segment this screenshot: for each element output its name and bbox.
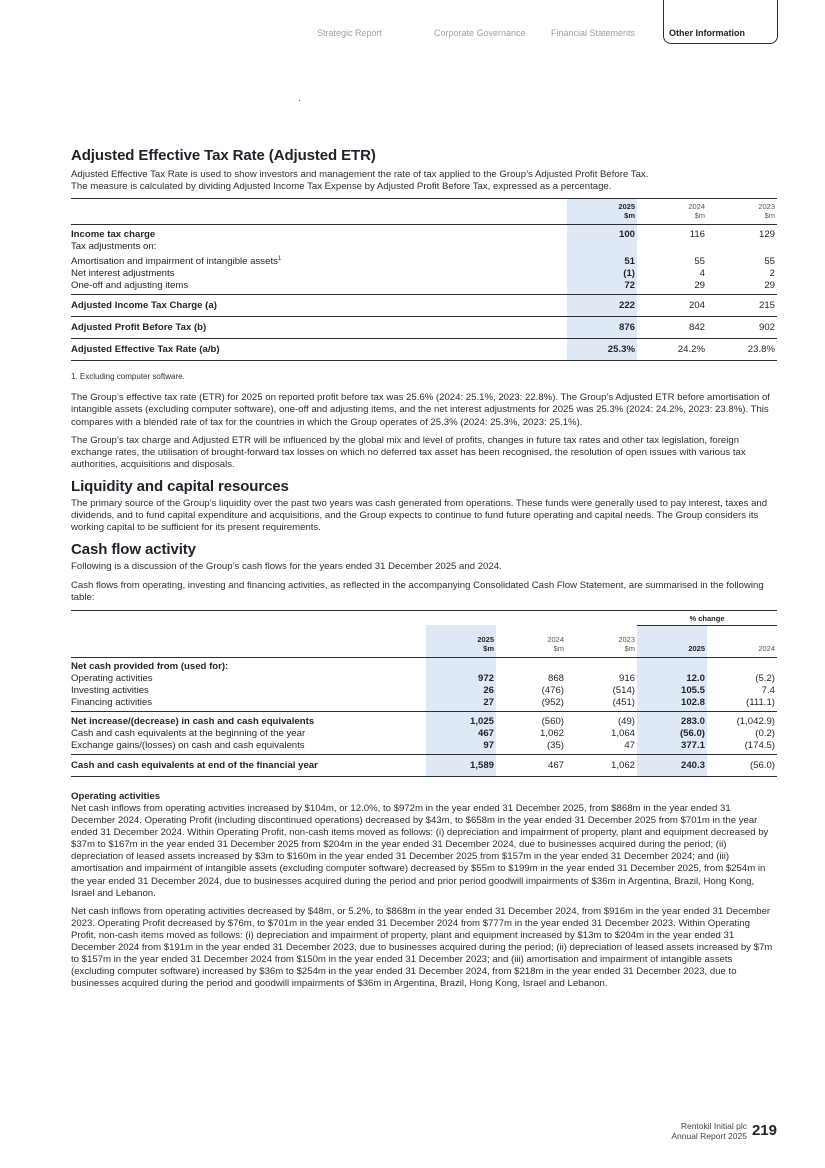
pct-change-label: % change: [637, 610, 777, 625]
section-nav: [0, 0, 825, 46]
table-row: Financing activities 27 (952) (451) 102.8 (111.1): [71, 697, 777, 712]
etr-table: [71, 198, 777, 361]
operating-paragraph-1: Net cash inflows from operating activities increased by $104m, or 12.0%, to $972m in the year ended 31 December 2025, from $868m in the year ended 31 December 2024. Operating Profit (including discontinued operations) decreased by $43m, to $658m in the year ended 31 December 2025 from $701m in the year ended 31 December 2024. Within Operating Profit, non-cash items moved as follows: (i) depreciation and impairment of property, plant and equipment decreased by $37m to $167m in the year ended 31 December 2025 from $204m in the year ended 31 December 2024, due to businesses acquired during the period; (ii) depreciation of leased assets increased by $3m to $160m in the year ended 31 December 2025 from $157m in the year ended 31 December 2024; and (iii) amortisation and impairment of intangible assets (excluding computer software) decreased by $55m to $199m in the year ended 31 December 2025, from $254m in the year ended 31 December 2024, due to businesses acquired during the period and prior period goodwill impairments of $36m in Argentina, Brazil, Hong Kong, Israel and Lebanon.: [71, 803, 769, 899]
operating-paragraph-2: Net cash inflows from operating activities decreased by $48m, or 5.2%, to $868m in the year ended 31 December 2024, from $916m in the year ended 31 December 2023. Operating Profit decreased by $76m, to $701m in the year ended 31 December 2024 from $777m in the year ended 31 December 2023. Within Operating Profit, non-cash items moved as follows: (i) depreciation and impairment of property, plant and equipment increased by $13m to $204m in the year ended 31 December 2024 from $191m in the year ended 31 December 2023, due to businesses acquired during the period; (ii) depreciation of leased assets increased by $7m to $157m in the year ended 31 December 2024 from $150m in the year ended 31 December 2023; and (iii) amortisation and impairment of intangible assets (excluding computer software) increased by $36m to $254m in the year ended 31 December 2024, from $218m in the year ended 31 December 2023, due to businesses acquired during the period and goodwill impairments of $36m in Argentina, Brazil, Hong Kong, Israel and Lebanon.: [71, 905, 773, 990]
etr-heading: Adjusted Effective Tax Rate (Adjusted ETR): [71, 147, 376, 164]
etr-footnote: 1. Excluding computer software.: [71, 372, 185, 382]
cashflow-table: [71, 610, 777, 778]
etr-intro-2: The measure is calculated by dividing Adjusted Income Tax Expense by Adjusted Profit Before Tax, expressed as a percentage.: [71, 181, 612, 193]
table-row: Investing activities 26 (476) (514) 105.5 7.4: [71, 685, 775, 696]
etr-col-2024: 2024 $m: [637, 199, 707, 225]
liquidity-heading: Liquidity and capital resources: [71, 477, 289, 495]
table-row: Cash and cash equivalents at the beginning of the year 467 1,062 1,064 (56.0) (0.2): [71, 728, 775, 739]
footer-report: Annual Report 2025: [671, 1131, 747, 1141]
etr-table-header: [71, 199, 777, 225]
etr-paragraph-2: The Group’s tax charge and Adjusted ETR will be influenced by the global mix and level of profits, changes in future tax rates and other tax legislation, foreign exchange rates, the utilisation of brought-forward tax losses on which no deferred tax asset has been recognised, the resolution of open issues with various tax authorities, acquisitions and disposals.: [71, 434, 746, 470]
etr-col-2023: 2023 $m: [707, 199, 777, 225]
table-row: Income tax charge 100 116 129: [71, 225, 777, 242]
footer-company: Rentokil Initial plc: [680, 1121, 747, 1131]
cashflow-paragraph-2: Cash flows from operating, investing and financing activities, as reflected in the accompanying Consolidated Cash Flow Statement, are summarised in the following table:: [71, 580, 764, 604]
page-number: 219: [751, 1122, 777, 1139]
cashflow-heading: Cash flow activity: [71, 541, 196, 559]
table-row: Cash and cash equivalents at end of the financial year 1,589 467 1,062 240.3 (56.0): [71, 755, 777, 777]
etr-section: [71, 147, 777, 990]
table-row: Amortisation and impairment of intangible assets$^1$ 51 55 55: [71, 253, 777, 268]
table-row: Net interest adjustments (1) 4 2: [71, 268, 775, 280]
table-row: Adjusted Profit Before Tax (b) 876 842 902: [71, 317, 777, 339]
table-row: Net increase/(decrease) in cash and cash equivalents 1,025 (560) (49) 283.0 (1,042.9): [71, 712, 777, 729]
table-row: Operating activities 972 868 916 12.0 (5.2): [71, 673, 775, 684]
liquidity-paragraph: The primary source of the Group’s liquidity over the past two years was cash generated from operations. These funds were generally used to pay interest, taxes and dividends, and to fund capital expenditure and acquisitions, and the Group expects to continue to fund future operating and capital needs. The Group considers its working capital to be sufficient for its present requirements.: [71, 497, 768, 534]
etr-paragraph-1: The Group’s effective tax rate (ETR) for 2025 on reported profit before tax was 25.6% (2024: 25.1%, 2023: 22.8%). The Group’s Adjusted ETR before amortisation of intangible assets (excluding computer software), one-off and adjusting items, and the net interest adjustments for 2025 was 25.3% (2024: 24.2%, 2023: 23.8%). This compares with a blended rate of tax for the countries in which the Group operates of 25.3% (2024: 25.3%, 2023: 25.1%).: [71, 392, 770, 428]
table-row: Net cash provided from (used for):: [71, 658, 777, 674]
table-row: Adjusted Income Tax Charge (a) 222 204 215: [71, 295, 777, 317]
etr-col-2025: 2025 $m: [567, 199, 637, 225]
cashflow-paragraph-1: Following is a discussion of the Group’s cash flows for the years ended 31 December 2025 and 2024.: [71, 561, 502, 573]
tab-financial-statements[interactable]: Financial Statements: [551, 28, 636, 38]
tab-corporate-governance[interactable]: Corporate Governance: [434, 28, 526, 38]
tab-other-information[interactable]: [663, 0, 778, 44]
etr-intro-1: Adjusted Effective Tax Rate is used to show investors and management the rate of tax applied to the Group’s Adjusted Profit Before Tax.: [71, 169, 649, 180]
operating-heading: Operating activities: [71, 791, 161, 802]
tab-strategic-report[interactable]: Strategic Report: [317, 28, 383, 38]
tab-other-information-label: Other Information: [669, 28, 745, 38]
page-footer: [671, 1121, 777, 1141]
table-row: Adjusted Effective Tax Rate (a/b) 25.3% 24.2% 23.8%: [71, 339, 777, 361]
cashflow-table-header: 2025 $m 2024 $m 2023 $m 2025 2024: [71, 625, 777, 658]
table-row: Tax adjustments on:: [71, 241, 777, 253]
table-row: One-off and adjusting items 72 29 29: [71, 280, 777, 295]
pct-change-header-row: [71, 610, 777, 625]
stray-dot: [299, 100, 300, 101]
table-row: Exchange gains/(losses) on cash and cash equivalents 97 (35) 47 377.1 (174.5): [71, 740, 777, 755]
